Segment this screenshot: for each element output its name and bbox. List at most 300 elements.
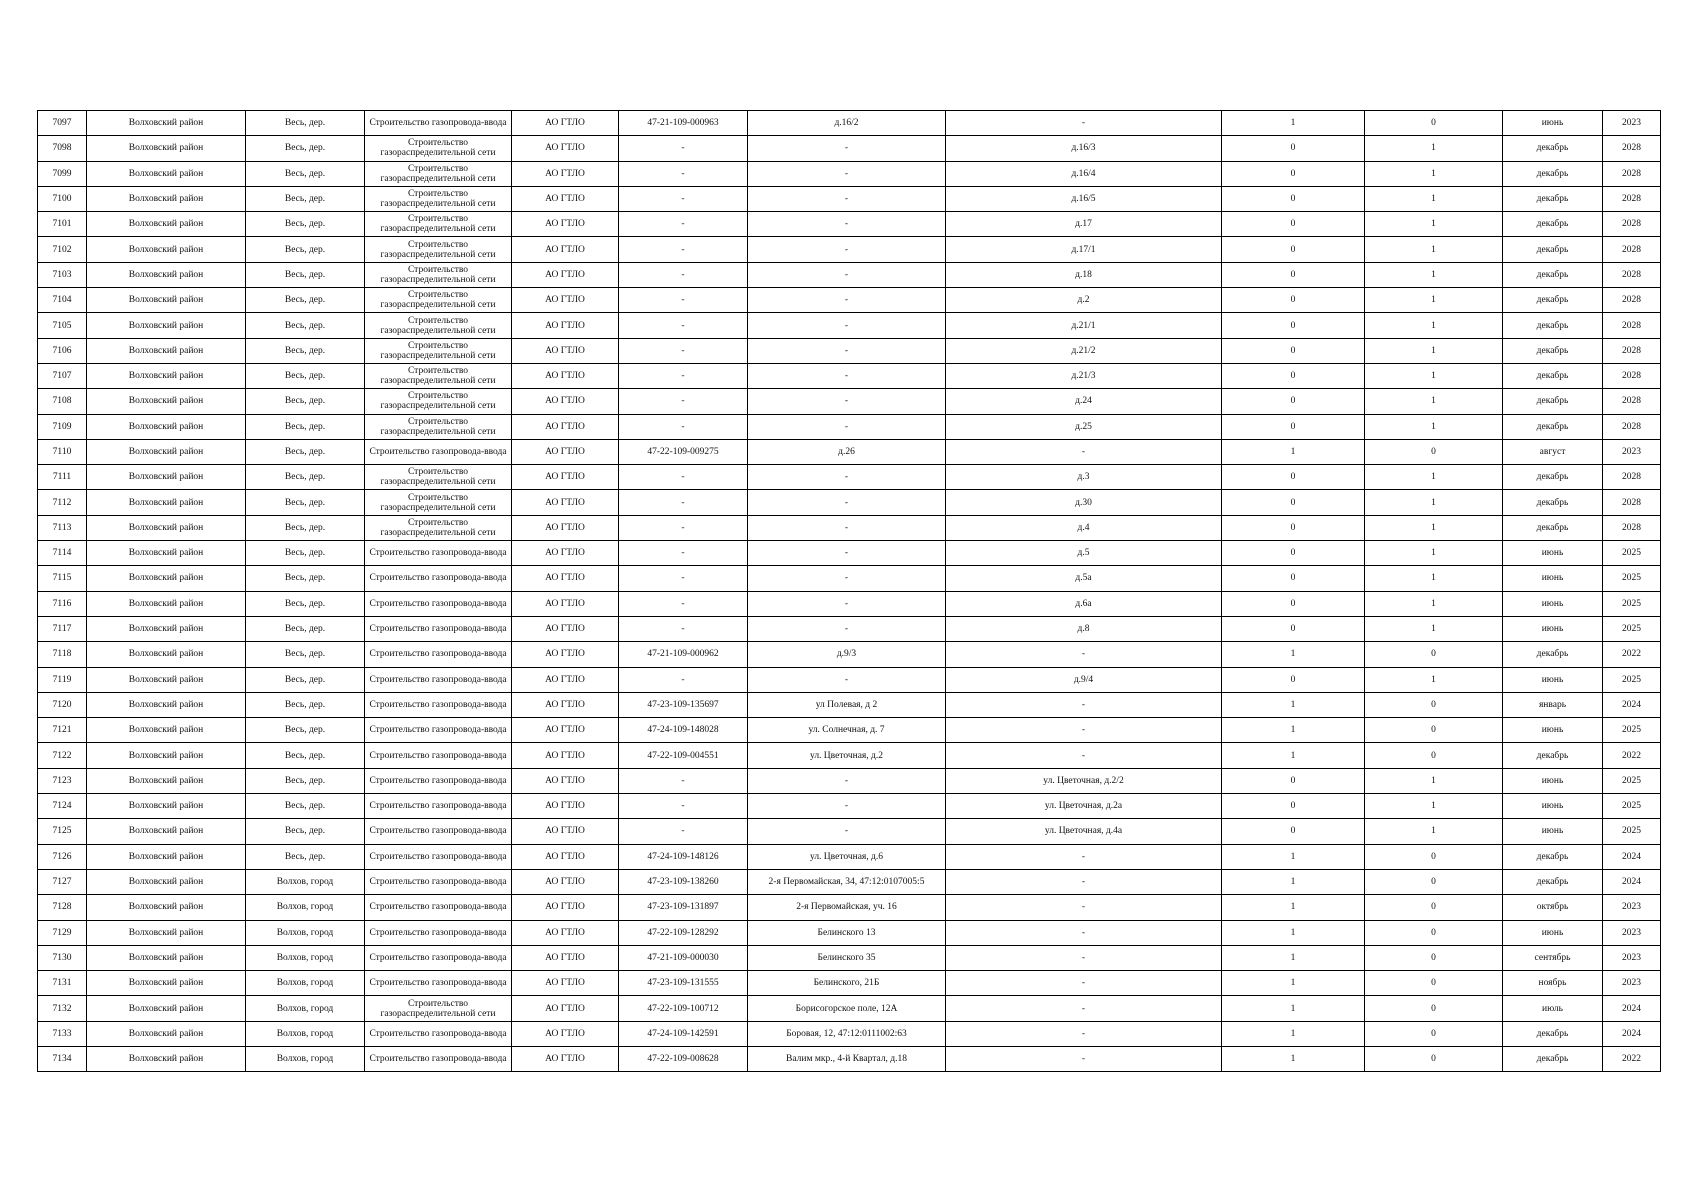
- cell-application-number: -: [619, 161, 748, 186]
- cell-application-number: 47-23-109-131897: [619, 895, 748, 920]
- cell-count-connected: 1: [1222, 869, 1365, 894]
- cell-year: 2028: [1603, 389, 1661, 414]
- cell-row-number: 7118: [38, 642, 87, 667]
- cell-year: 2028: [1603, 414, 1661, 439]
- cell-month: декабрь: [1503, 844, 1603, 869]
- cell-address-planned: д.2: [946, 288, 1222, 313]
- table-row: [38, 313, 1661, 338]
- cell-address-planned: -: [946, 692, 1222, 717]
- cell-count-planned: 0: [1365, 945, 1503, 970]
- cell-application-number: 47-23-109-131555: [619, 971, 748, 996]
- cell-month: июнь: [1503, 616, 1603, 641]
- cell-address-planned: д.21/2: [946, 338, 1222, 363]
- cell-address-planned: -: [946, 1021, 1222, 1046]
- cell-address-planned: д.30: [946, 490, 1222, 515]
- cell-application-number: -: [619, 338, 748, 363]
- cell-count-connected: 0: [1222, 389, 1365, 414]
- cell-settlement: Весь, дер.: [246, 591, 365, 616]
- cell-address-planned: д.9/4: [946, 667, 1222, 692]
- cell-district: Волховский район: [87, 692, 246, 717]
- cell-year: 2028: [1603, 136, 1661, 161]
- cell-organization: АО ГТЛО: [512, 136, 619, 161]
- cell-district: Волховский район: [87, 920, 246, 945]
- cell-work-type: Строительство газопровода-ввода: [365, 616, 512, 641]
- cell-district: Волховский район: [87, 642, 246, 667]
- cell-work-type: Строительство газопровода-ввода: [365, 1021, 512, 1046]
- cell-year: 2024: [1603, 1021, 1661, 1046]
- cell-row-number: 7112: [38, 490, 87, 515]
- cell-organization: АО ГТЛО: [512, 237, 619, 262]
- cell-address-connected: -: [748, 363, 946, 388]
- cell-settlement: Весь, дер.: [246, 262, 365, 287]
- cell-count-planned: 1: [1365, 768, 1503, 793]
- cell-application-number: -: [619, 490, 748, 515]
- cell-organization: АО ГТЛО: [512, 439, 619, 464]
- cell-application-number: -: [619, 591, 748, 616]
- cell-organization: АО ГТЛО: [512, 895, 619, 920]
- cell-district: Волховский район: [87, 895, 246, 920]
- cell-district: Волховский район: [87, 338, 246, 363]
- cell-address-planned: д.4: [946, 515, 1222, 540]
- cell-settlement: Волхов, город: [246, 920, 365, 945]
- table-row: [38, 945, 1661, 970]
- table-row: [38, 338, 1661, 363]
- cell-district: Волховский район: [87, 465, 246, 490]
- cell-address-planned: д.21/1: [946, 313, 1222, 338]
- table-row: [38, 692, 1661, 717]
- cell-address-planned: д.25: [946, 414, 1222, 439]
- cell-month: декабрь: [1503, 515, 1603, 540]
- cell-year: 2025: [1603, 591, 1661, 616]
- cell-application-number: -: [619, 186, 748, 211]
- cell-row-number: 7125: [38, 819, 87, 844]
- cell-organization: АО ГТЛО: [512, 161, 619, 186]
- cell-organization: АО ГТЛО: [512, 794, 619, 819]
- cell-year: 2028: [1603, 363, 1661, 388]
- cell-year: 2024: [1603, 869, 1661, 894]
- cell-work-type: Строительство газопровода-ввода: [365, 971, 512, 996]
- cell-count-connected: 0: [1222, 262, 1365, 287]
- cell-district: Волховский район: [87, 591, 246, 616]
- cell-application-number: -: [619, 819, 748, 844]
- cell-work-type: Строительство газопровода-ввода: [365, 794, 512, 819]
- cell-work-type: Строительство газопровода-ввода: [365, 768, 512, 793]
- cell-row-number: 7105: [38, 313, 87, 338]
- cell-row-number: 7132: [38, 996, 87, 1021]
- cell-count-connected: 0: [1222, 591, 1365, 616]
- cell-settlement: Весь, дер.: [246, 439, 365, 464]
- table-row: [38, 1021, 1661, 1046]
- cell-address-connected: -: [748, 212, 946, 237]
- cell-address-planned: -: [946, 111, 1222, 136]
- cell-count-planned: 1: [1365, 237, 1503, 262]
- cell-year: 2023: [1603, 920, 1661, 945]
- cell-settlement: Волхов, город: [246, 971, 365, 996]
- cell-address-connected: ул. Солнечная, д. 7: [748, 718, 946, 743]
- cell-row-number: 7115: [38, 566, 87, 591]
- cell-district: Волховский район: [87, 515, 246, 540]
- cell-application-number: -: [619, 616, 748, 641]
- cell-row-number: 7109: [38, 414, 87, 439]
- cell-row-number: 7127: [38, 869, 87, 894]
- table-row: [38, 414, 1661, 439]
- cell-month: декабрь: [1503, 338, 1603, 363]
- cell-address-planned: -: [946, 642, 1222, 667]
- cell-row-number: 7107: [38, 363, 87, 388]
- cell-row-number: 7128: [38, 895, 87, 920]
- cell-count-planned: 1: [1365, 136, 1503, 161]
- cell-year: 2023: [1603, 439, 1661, 464]
- cell-count-connected: 1: [1222, 895, 1365, 920]
- cell-count-connected: 0: [1222, 212, 1365, 237]
- cell-address-connected: 2-я Первомайская, уч. 16: [748, 895, 946, 920]
- cell-district: Волховский район: [87, 414, 246, 439]
- cell-district: Волховский район: [87, 541, 246, 566]
- cell-row-number: 7126: [38, 844, 87, 869]
- cell-row-number: 7099: [38, 161, 87, 186]
- cell-work-type: Строительство газопровода-ввода: [365, 920, 512, 945]
- cell-organization: АО ГТЛО: [512, 945, 619, 970]
- cell-district: Волховский район: [87, 136, 246, 161]
- cell-row-number: 7130: [38, 945, 87, 970]
- cell-address-connected: Валим мкр., 4-й Квартал, д.18: [748, 1046, 946, 1071]
- cell-settlement: Весь, дер.: [246, 161, 365, 186]
- cell-district: Волховский район: [87, 718, 246, 743]
- cell-address-connected: Боровая, 12, 47:12:0111002:63: [748, 1021, 946, 1046]
- cell-application-number: 47-21-109-000962: [619, 642, 748, 667]
- cell-organization: АО ГТЛО: [512, 996, 619, 1021]
- cell-address-planned: ул. Цветочная, д.2/2: [946, 768, 1222, 793]
- cell-count-connected: 0: [1222, 237, 1365, 262]
- cell-settlement: Весь, дер.: [246, 389, 365, 414]
- cell-count-planned: 1: [1365, 212, 1503, 237]
- cell-work-type: Строительство газопровода-ввода: [365, 439, 512, 464]
- cell-count-connected: 0: [1222, 819, 1365, 844]
- cell-month: июнь: [1503, 718, 1603, 743]
- cell-year: 2025: [1603, 768, 1661, 793]
- table-row: [38, 363, 1661, 388]
- cell-work-type: Строительство газораспределительной сети: [365, 338, 512, 363]
- cell-organization: АО ГТЛО: [512, 971, 619, 996]
- cell-address-planned: -: [946, 895, 1222, 920]
- cell-count-connected: 0: [1222, 667, 1365, 692]
- cell-organization: АО ГТЛО: [512, 920, 619, 945]
- cell-month: июнь: [1503, 768, 1603, 793]
- cell-year: 2028: [1603, 161, 1661, 186]
- table-row: [38, 1046, 1661, 1071]
- cell-district: Волховский район: [87, 389, 246, 414]
- cell-settlement: Весь, дер.: [246, 111, 365, 136]
- cell-year: 2028: [1603, 186, 1661, 211]
- cell-year: 2025: [1603, 566, 1661, 591]
- cell-count-connected: 1: [1222, 920, 1365, 945]
- cell-organization: АО ГТЛО: [512, 414, 619, 439]
- table-row: [38, 869, 1661, 894]
- cell-count-planned: 1: [1365, 363, 1503, 388]
- table-row: [38, 971, 1661, 996]
- cell-application-number: 47-22-109-100712: [619, 996, 748, 1021]
- cell-row-number: 7106: [38, 338, 87, 363]
- cell-row-number: 7098: [38, 136, 87, 161]
- cell-organization: АО ГТЛО: [512, 389, 619, 414]
- cell-count-connected: 0: [1222, 465, 1365, 490]
- cell-settlement: Весь, дер.: [246, 819, 365, 844]
- cell-work-type: Строительство газопровода-ввода: [365, 819, 512, 844]
- cell-district: Волховский район: [87, 819, 246, 844]
- cell-count-connected: 1: [1222, 439, 1365, 464]
- cell-settlement: Весь, дер.: [246, 363, 365, 388]
- cell-work-type: Строительство газораспределительной сети: [365, 237, 512, 262]
- cell-count-connected: 0: [1222, 768, 1365, 793]
- cell-count-connected: 1: [1222, 1046, 1365, 1071]
- cell-count-planned: 0: [1365, 920, 1503, 945]
- cell-year: 2022: [1603, 1046, 1661, 1071]
- cell-row-number: 7133: [38, 1021, 87, 1046]
- cell-address-planned: -: [946, 971, 1222, 996]
- cell-work-type: Строительство газопровода-ввода: [365, 591, 512, 616]
- cell-count-planned: 0: [1365, 718, 1503, 743]
- cell-address-connected: -: [748, 414, 946, 439]
- cell-application-number: -: [619, 389, 748, 414]
- cell-address-planned: д.8: [946, 616, 1222, 641]
- cell-month: декабрь: [1503, 743, 1603, 768]
- cell-district: Волховский район: [87, 945, 246, 970]
- cell-year: 2025: [1603, 794, 1661, 819]
- cell-application-number: 47-21-109-000963: [619, 111, 748, 136]
- cell-count-connected: 0: [1222, 566, 1365, 591]
- cell-address-planned: д.18: [946, 262, 1222, 287]
- cell-address-planned: -: [946, 439, 1222, 464]
- cell-month: декабрь: [1503, 465, 1603, 490]
- cell-year: 2023: [1603, 111, 1661, 136]
- cell-row-number: 7121: [38, 718, 87, 743]
- cell-organization: АО ГТЛО: [512, 667, 619, 692]
- cell-address-connected: -: [748, 288, 946, 313]
- cell-address-connected: д.16/2: [748, 111, 946, 136]
- cell-count-planned: 1: [1365, 389, 1503, 414]
- cell-month: июнь: [1503, 591, 1603, 616]
- cell-work-type: Строительство газораспределительной сети: [365, 288, 512, 313]
- table-row: [38, 743, 1661, 768]
- cell-row-number: 7117: [38, 616, 87, 641]
- cell-address-planned: -: [946, 996, 1222, 1021]
- cell-district: Волховский район: [87, 288, 246, 313]
- cell-address-planned: -: [946, 1046, 1222, 1071]
- cell-organization: АО ГТЛО: [512, 313, 619, 338]
- cell-count-planned: 1: [1365, 313, 1503, 338]
- cell-month: июнь: [1503, 819, 1603, 844]
- cell-count-connected: 1: [1222, 718, 1365, 743]
- cell-address-connected: -: [748, 566, 946, 591]
- cell-count-planned: 1: [1365, 566, 1503, 591]
- cell-count-connected: 1: [1222, 971, 1365, 996]
- cell-application-number: -: [619, 136, 748, 161]
- cell-application-number: -: [619, 237, 748, 262]
- cell-month: декабрь: [1503, 642, 1603, 667]
- cell-month: июнь: [1503, 794, 1603, 819]
- cell-work-type: Строительство газопровода-ввода: [365, 718, 512, 743]
- cell-month: ноябрь: [1503, 971, 1603, 996]
- cell-month: декабрь: [1503, 237, 1603, 262]
- cell-settlement: Весь, дер.: [246, 465, 365, 490]
- cell-count-planned: 0: [1365, 743, 1503, 768]
- cell-application-number: 47-23-109-138260: [619, 869, 748, 894]
- cell-address-planned: д.16/3: [946, 136, 1222, 161]
- cell-month: июль: [1503, 996, 1603, 1021]
- cell-year: 2028: [1603, 515, 1661, 540]
- cell-application-number: -: [619, 363, 748, 388]
- cell-application-number: 47-22-109-128292: [619, 920, 748, 945]
- cell-organization: АО ГТЛО: [512, 591, 619, 616]
- table-row: [38, 920, 1661, 945]
- cell-address-connected: -: [748, 819, 946, 844]
- table-row: [38, 895, 1661, 920]
- cell-district: Волховский район: [87, 566, 246, 591]
- cell-work-type: Строительство газораспределительной сети: [365, 490, 512, 515]
- cell-application-number: 47-24-109-148028: [619, 718, 748, 743]
- cell-row-number: 7134: [38, 1046, 87, 1071]
- cell-organization: АО ГТЛО: [512, 338, 619, 363]
- cell-row-number: 7100: [38, 186, 87, 211]
- cell-count-planned: 1: [1365, 338, 1503, 363]
- cell-work-type: Строительство газопровода-ввода: [365, 111, 512, 136]
- cell-month: июнь: [1503, 920, 1603, 945]
- cell-year: 2025: [1603, 819, 1661, 844]
- cell-work-type: Строительство газопровода-ввода: [365, 566, 512, 591]
- cell-work-type: Строительство газопровода-ввода: [365, 743, 512, 768]
- cell-settlement: Весь, дер.: [246, 313, 365, 338]
- cell-application-number: -: [619, 313, 748, 338]
- cell-year: 2022: [1603, 642, 1661, 667]
- cell-settlement: Весь, дер.: [246, 414, 365, 439]
- cell-month: декабрь: [1503, 1021, 1603, 1046]
- cell-organization: АО ГТЛО: [512, 465, 619, 490]
- cell-year: 2028: [1603, 490, 1661, 515]
- cell-address-connected: -: [748, 313, 946, 338]
- cell-settlement: Волхов, город: [246, 945, 365, 970]
- cell-month: январь: [1503, 692, 1603, 717]
- cell-district: Волховский район: [87, 794, 246, 819]
- cell-settlement: Волхов, город: [246, 869, 365, 894]
- cell-address-connected: -: [748, 338, 946, 363]
- cell-application-number: -: [619, 414, 748, 439]
- cell-address-connected: -: [748, 389, 946, 414]
- cell-count-planned: 1: [1365, 541, 1503, 566]
- cell-count-planned: 1: [1365, 515, 1503, 540]
- cell-count-connected: 1: [1222, 692, 1365, 717]
- cell-organization: АО ГТЛО: [512, 490, 619, 515]
- cell-organization: АО ГТЛО: [512, 819, 619, 844]
- cell-month: июнь: [1503, 541, 1603, 566]
- cell-count-connected: 0: [1222, 541, 1365, 566]
- cell-district: Волховский район: [87, 262, 246, 287]
- cell-work-type: Строительство газораспределительной сети: [365, 465, 512, 490]
- cell-district: Волховский район: [87, 667, 246, 692]
- cell-year: 2028: [1603, 288, 1661, 313]
- cell-year: 2023: [1603, 895, 1661, 920]
- cell-count-planned: 1: [1365, 161, 1503, 186]
- cell-district: Волховский район: [87, 212, 246, 237]
- cell-count-connected: 0: [1222, 515, 1365, 540]
- cell-organization: АО ГТЛО: [512, 768, 619, 793]
- cell-application-number: -: [619, 515, 748, 540]
- cell-address-connected: -: [748, 515, 946, 540]
- cell-count-connected: 0: [1222, 490, 1365, 515]
- cell-application-number: 47-24-109-148126: [619, 844, 748, 869]
- cell-organization: АО ГТЛО: [512, 718, 619, 743]
- cell-address-planned: -: [946, 718, 1222, 743]
- cell-year: 2024: [1603, 692, 1661, 717]
- cell-application-number: 47-22-109-009275: [619, 439, 748, 464]
- cell-work-type: Строительство газопровода-ввода: [365, 945, 512, 970]
- cell-count-connected: 1: [1222, 996, 1365, 1021]
- cell-row-number: 7103: [38, 262, 87, 287]
- cell-count-connected: 1: [1222, 945, 1365, 970]
- table-row: [38, 642, 1661, 667]
- cell-work-type: Строительство газораспределительной сети: [365, 212, 512, 237]
- cell-work-type: Строительство газораспределительной сети: [365, 136, 512, 161]
- cell-settlement: Весь, дер.: [246, 490, 365, 515]
- cell-settlement: Весь, дер.: [246, 794, 365, 819]
- cell-year: 2025: [1603, 667, 1661, 692]
- cell-address-planned: д.17: [946, 212, 1222, 237]
- cell-settlement: Волхов, город: [246, 1046, 365, 1071]
- table-row: [38, 566, 1661, 591]
- cell-work-type: Строительство газораспределительной сети: [365, 161, 512, 186]
- cell-work-type: Строительство газопровода-ввода: [365, 541, 512, 566]
- cell-work-type: Строительство газораспределительной сети: [365, 515, 512, 540]
- table-row: [38, 237, 1661, 262]
- cell-count-planned: 0: [1365, 642, 1503, 667]
- cell-count-planned: 1: [1365, 288, 1503, 313]
- cell-work-type: Строительство газопровода-ввода: [365, 844, 512, 869]
- cell-settlement: Весь, дер.: [246, 288, 365, 313]
- cell-month: декабрь: [1503, 262, 1603, 287]
- cell-settlement: Весь, дер.: [246, 642, 365, 667]
- cell-address-connected: Белинского 35: [748, 945, 946, 970]
- table-row: [38, 161, 1661, 186]
- cell-row-number: 7129: [38, 920, 87, 945]
- cell-count-planned: 0: [1365, 1021, 1503, 1046]
- cell-month: декабрь: [1503, 1046, 1603, 1071]
- cell-work-type: Строительство газопровода-ввода: [365, 895, 512, 920]
- cell-work-type: Строительство газопровода-ввода: [365, 642, 512, 667]
- cell-organization: АО ГТЛО: [512, 844, 619, 869]
- cell-application-number: 47-23-109-135697: [619, 692, 748, 717]
- cell-count-connected: 0: [1222, 136, 1365, 161]
- cell-organization: АО ГТЛО: [512, 111, 619, 136]
- cell-year: 2022: [1603, 743, 1661, 768]
- cell-month: декабрь: [1503, 288, 1603, 313]
- cell-application-number: -: [619, 794, 748, 819]
- cell-address-connected: -: [748, 161, 946, 186]
- cell-month: сентябрь: [1503, 945, 1603, 970]
- cell-row-number: 7101: [38, 212, 87, 237]
- cell-address-planned: ул. Цветочная, д.2а: [946, 794, 1222, 819]
- cell-organization: АО ГТЛО: [512, 186, 619, 211]
- cell-address-connected: -: [748, 237, 946, 262]
- cell-month: июнь: [1503, 111, 1603, 136]
- cell-address-planned: ул. Цветочная, д.4а: [946, 819, 1222, 844]
- cell-application-number: -: [619, 566, 748, 591]
- cell-count-planned: 0: [1365, 844, 1503, 869]
- cell-address-connected: -: [748, 186, 946, 211]
- cell-month: декабрь: [1503, 363, 1603, 388]
- cell-count-planned: 1: [1365, 667, 1503, 692]
- cell-month: декабрь: [1503, 869, 1603, 894]
- cell-count-connected: 0: [1222, 414, 1365, 439]
- cell-application-number: -: [619, 768, 748, 793]
